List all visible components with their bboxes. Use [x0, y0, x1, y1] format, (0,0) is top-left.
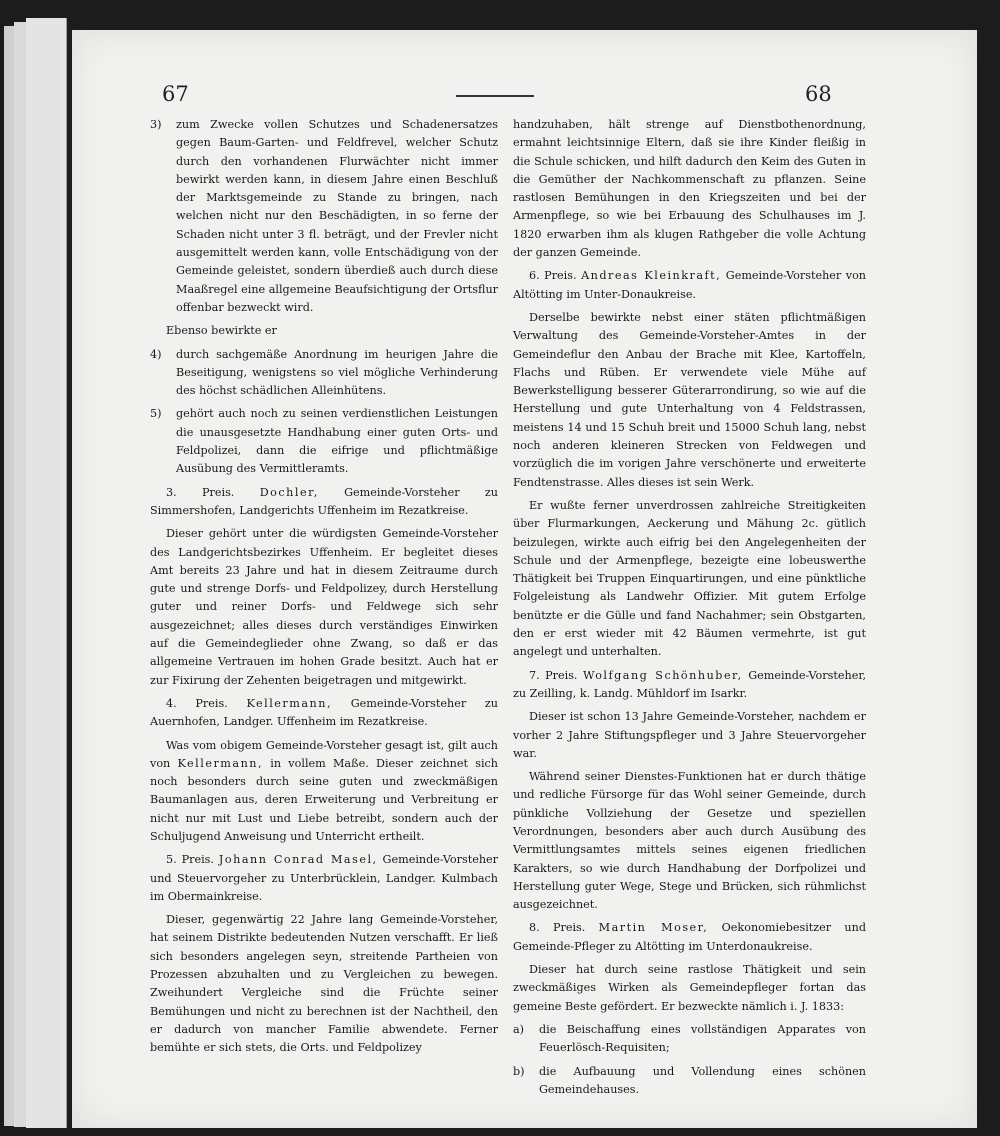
page-number-right: 68	[805, 82, 832, 106]
list-item	[513, 1021, 866, 1058]
paragraph-text: in vollem Maße. Dieser zeichnet sich noch besonders durch seine guten und zweckmäßigen Baumanlagen aus, deren Erweiterung und Verbreitung er nicht nur mit Lust und Liebe betreibt, sondern auch der Schuljugend Anweisung und Unterricht ertheilt.	[150, 756, 498, 843]
item-text: durch sachgemäße Anordnung im heurigen Jahre die Beseitigung, wenigstens so viel mögliche Verhinderung des höchst schädlichen Alleinhütens.	[176, 347, 498, 398]
prize-label: 7. Preis.	[529, 668, 578, 682]
prize-winner-details: Oekonomiebesitzer und Gemeinde-Pfleger zu Altötting im Unterdonaukreise.	[513, 921, 866, 953]
list-item	[150, 116, 498, 317]
prize-winner-name: Andreas Kleinkraft,	[581, 269, 722, 283]
list-item	[513, 1063, 866, 1100]
list-item	[150, 405, 498, 478]
item-number: 4)	[150, 347, 162, 361]
prize-winner-details: Gemeinde-Vorsteher und Steuervorgeher zu Unterbrücklein, Landger. Kulmbach im Obermainkreise.	[150, 853, 499, 903]
prize-heading	[150, 484, 498, 521]
left-column	[150, 116, 498, 1063]
paragraph: Dieser gehört unter die würdigsten Gemeinde-Vorsteher des Landgerichtsbezirkes Uffenheim. Er begleitet dieses Amt bereits 23 Jahre und hat in diesem Zeitraume durch gute und strenge Dorfs- und Feldpolizey, durch Herstellung guter und reiner Dorfs- und Feldwege sich sehr ausgezeichnet; alles dieses durch verständiges Einwirken auf die Gemeindeglieder ohne Zwang, so daß er das allgemeine Vertrauen im hohen Grade besitzt. Auch hat er zur Fixirung der Zehenten beigetragen und mitgewirkt.	[150, 527, 498, 687]
paragraph	[150, 737, 498, 847]
item-number: a)	[513, 1022, 525, 1036]
prize-winner-name: Martin Moser,	[598, 921, 709, 935]
prize-heading	[150, 695, 498, 732]
right-column	[513, 116, 866, 1104]
item-text: die Aufbauung und Vollendung eines schönen Gemeindehauses.	[539, 1064, 866, 1096]
prize-winner-name: Dochler,	[259, 485, 319, 499]
prize-heading	[513, 919, 866, 956]
paragraph: Ebenso bewirkte er	[166, 324, 277, 338]
paragraph-text: Was vom obigem Gemeinde-Vorsteher gesagt ist, gilt auch von	[150, 738, 498, 770]
header-rule	[456, 95, 534, 97]
prize-winner-name: Johann Conrad Masel,	[218, 853, 378, 867]
prize-label: 8. Preis.	[529, 921, 586, 935]
item-text: gehört auch noch zu seinen verdienstlichen Leistungen die unausgesetzte Handhabung einer guten Orts- und Feldpolizei, dann die eifrige und pflichtmäßige Ausübung des Vermittleramts.	[176, 407, 498, 476]
paragraph: Dieser ist schon 13 Jahre Gemeinde-Vorsteher, nachdem er vorher 2 Jahre Stiftungspfleger und 3 Jahre Steuervorgeher war.	[513, 710, 866, 760]
item-text: zum Zwecke vollen Schutzes und Schadenersatzes gegen Baum-Garten- und Feldfrevel, welcher Schutz durch den vorhandenen Flurwächter nicht immer bewirkt werden kann, in diesem Jahre einen Beschluß der Marktsgemeinde zu Stande zu bringen, nach welchen nicht nur den Beschädigten, in so ferne der Schaden nicht unter 3 fl. beträgt, und der Frevler nicht ausgemittelt werden kann, volle Entschädigung von der Gemeinde geleistet, sondern überdieß auch durch diese Maaßregel eine allgemeine Beaufsichtigung der Ortsflur offenbar bezweckt wird.	[176, 118, 499, 314]
item-number: b)	[513, 1064, 525, 1078]
prize-winner-details: Gemeinde-Vorsteher zu Auernhofen, Landger. Uffenheim im Rezatkreise.	[150, 696, 498, 729]
paragraph: Dieser hat durch seine rastlose Thätigkeit und sein zweckmäßiges Wirken als Gemeindepfleger fortan das gemeine Beste gefördert. Er bezweckte nämlich i. J. 1833:	[513, 963, 866, 1013]
prize-label: 4. Preis.	[166, 696, 228, 710]
item-number: 3)	[150, 118, 162, 131]
prize-label: 5. Preis.	[166, 853, 214, 867]
item-text: die Beischaffung eines vollständigen Apparates von Feuerlösch-Requisiten;	[539, 1022, 866, 1055]
emphasized-name: Kellermann,	[177, 756, 264, 770]
prize-winner-name: Wolfgang Schönhuber,	[582, 668, 743, 682]
item-number: 5)	[150, 407, 162, 421]
prize-label: 3. Preis.	[166, 485, 235, 499]
paragraph: Derselbe bewirkte nebst einer stäten pflichtmäßigen Verwaltung des Gemeinde-Vorsteher-Amtes in der Gemeindeflur den Anbau der Brache mit Klee, Kartoffeln, Flachs und Rüben. Er verwendete viele Mühe auf Bewerkstelligung besserer Güterarrondirung, so wie auf die Herstellung und gute Unterhaltung von 4 Feldstrassen, meistens 14 und 15 Schuh breit und 15000 Schuh lang, nebst noch anderen kleineren Strecken von Feldwegen und vorzüglich die im vorigen Jahre verschönerte und erweiterte Fendtenstrasse. Alles dieses ist sein Werk.	[513, 310, 866, 489]
paragraph: Dieser, gegenwärtig 22 Jahre lang Gemeinde-Vorsteher, hat seinem Distrikte bedeutenden Nutzen verschafft. Er ließ sich besonders angelegen seyn, streitende Partheien von Prozessen abzuhalten und zu Vergleichen zu bewegen. Zweihundert Vergleiche sind die Früchte seiner Bemühungen und nicht zu berechnen ist der Nachtheil, den er dadurch von mancher Familie abwendete. Ferner bemühte er sich stets, die Orts. und Feldpolizey	[150, 913, 498, 1055]
paragraph: handzuhaben, hält strenge auf Dienstbothenordnung, ermahnt leichtsinnige Eltern, daß sie ihre Kinder fleißig in die Schule schicken, und hilft dadurch den Keim des Guten in die Gemüther der Nachkommenschaft zu pflanzen. Seine rastlosen Bemühungen in den Kriegszeiten und bei der Armenpflege, so wie bei Erbauung des Schulhauses im J. 1820 erwarben ihm als klugen Rathgeber die volle Achtung der ganzen Gemeinde.	[513, 118, 866, 260]
book-edge	[26, 18, 67, 1128]
prize-winner-details: Gemeinde-Vorsteher zu Simmershofen, Landgerichts Uffenheim im Rezatkreise.	[150, 485, 498, 517]
page-number-left: 67	[162, 82, 189, 106]
paragraph: Er wußte ferner unverdrossen zahlreiche Streitigkeiten über Flurmarkungen, Aeckerung und Mähung 2c. gütlich beizulegen, wirkte auch eifrig bei den Angelegenheiten der Schule und der Armenpflege, bezeigte eine lobeuswerthe Thätigkeit bei Truppen Einquartirungen, und eine pünktliche Folgeleistung als Landwehr Offizier. Mit gutem Erfolge benützte er die Gülle und fand Nachahmer; sein Obstgarten, den er erst wieder mit 42 Bäumen vermehrte, ist gut angelegt und unterhalten.	[513, 498, 866, 659]
list-item	[150, 346, 498, 401]
prize-winner-name: Kellermann,	[246, 696, 333, 710]
paragraph: Während seiner Dienstes-Funktionen hat er durch thätige und redliche Fürsorge für das Wohl seiner Gemeinde, durch pünkliche Vollziehung der Gesetze und speziellen Verordnungen, besonders aber auch durch Ausübung des Vermittlungsamtes mittels seines eigenen friedlichen Karakters, so wie durch Handhabung der Dorfpolizei und Herstellung guter Wege, Stege und Brücken, sich rühmlichst ausgezeichnet.	[513, 770, 866, 912]
prize-heading	[150, 851, 498, 906]
prize-label: 6. Preis.	[529, 269, 577, 283]
prize-heading	[513, 667, 866, 704]
prize-winner-details: Gemeinde-Vorsteher von Altötting im Unter-Donaukreise.	[513, 269, 867, 301]
prize-heading	[513, 267, 866, 304]
prize-winner-details: Gemeinde-Vorsteher, zu Zeilling, k. Landg. Mühldorf im Isarkr.	[513, 668, 866, 700]
